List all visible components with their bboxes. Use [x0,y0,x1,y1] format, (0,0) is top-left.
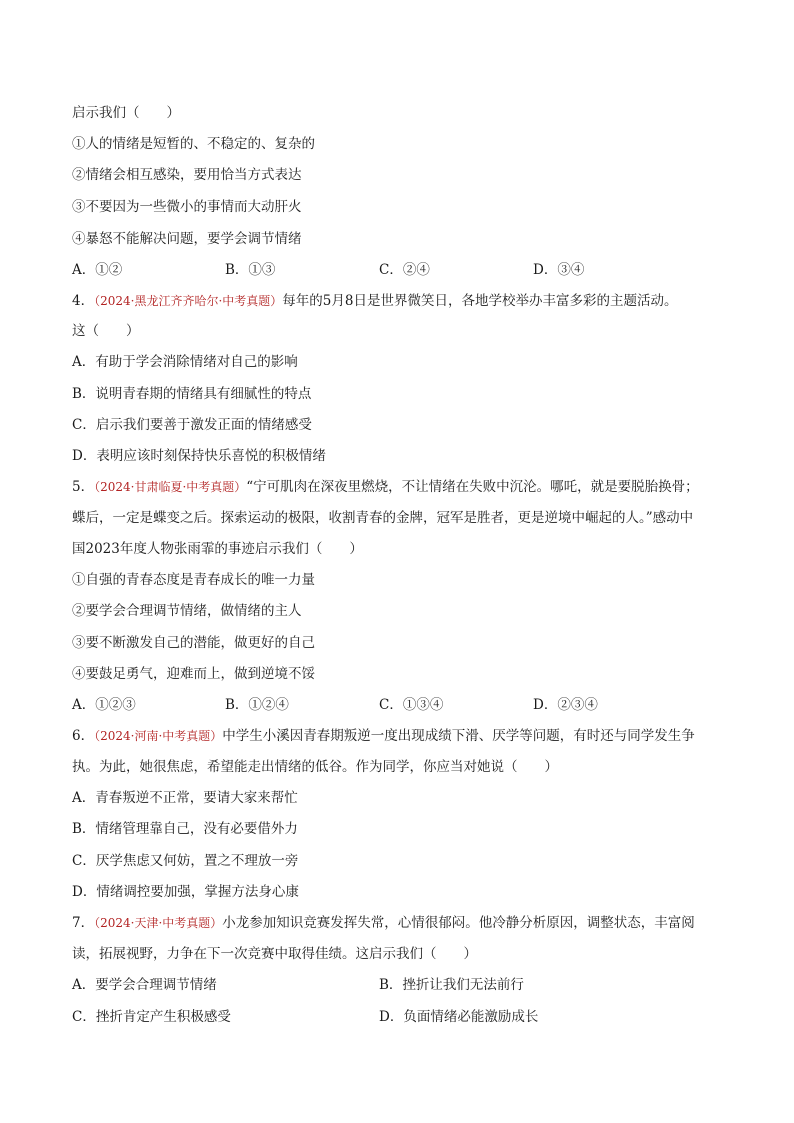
question-6-line-2: 执。为此，她很焦虑，希望能走出情绪的低谷。作为同学，你应当对她说（ ） [72,759,558,775]
prev-question-item-4: ④暴怒不能解决问题，要学会调节情绪 [72,231,302,247]
question-number: 7． [72,915,95,931]
question-source: （2024·黑龙江齐齐哈尔·中考真题） [94,294,283,308]
question-6-option-c: C．厌学焦虑又何妨，置之不理放一旁 [72,853,299,869]
question-5-item-2: ②要学会合理调节情绪，做情绪的主人 [72,603,302,619]
question-number: 6． [72,728,95,744]
option-c: C．挫折肯定产生积极感受 [72,1009,231,1025]
question-4-option-b: B．说明青春期的情绪具有细腻性的特点 [72,386,312,402]
question-5-item-1: ①自强的青春态度是青春成长的唯一力量 [72,572,315,588]
prev-question-item-1: ①人的情绪是短暂的、不稳定的、复杂的 [72,136,315,152]
option-d: D．②③④ [533,697,598,713]
question-6-option-a: A．青春叛逆不正常，要请大家来帮忙 [72,790,298,806]
option-a: A．①② [72,262,123,278]
question-4-line-1 [72,292,736,310]
question-stem: “宁可肌肉在深夜里燃烧，不让情绪在失败中沉沦。哪吒，就是要脱胎换骨； [246,479,699,495]
option-b: B．挫折让我们无法前行 [379,977,524,993]
question-5-line-3: 国2023年度人物张雨霏的事迹启示我们（ ） [72,541,363,557]
option-d: D．③④ [533,262,585,278]
question-4-option-c: C．启示我们要善于激发正面的情绪感受 [72,417,312,433]
question-5-line-1 [72,478,736,496]
question-source: （2024·天津·中考真题） [94,916,223,930]
option-d: D．负面情绪必能激励成长 [379,1009,539,1025]
question-7-line-1 [72,914,736,932]
option-b: B．①③ [225,262,276,278]
question-6-option-d: D．情绪调控要加强，掌握方法身心康 [72,884,299,900]
question-6-option-b: B．情绪管理靠自己，没有必要借外力 [72,821,298,837]
prev-question-item-2: ②情绪会相互感染，要用恰当方式表达 [72,167,302,183]
option-c: C．①③④ [379,697,444,713]
option-a: A．要学会合理调节情绪 [72,977,217,993]
question-7-line-2: 读，拓展视野，力争在下一次竞赛中取得佳绩。这启示我们（ ） [72,946,477,962]
question-stem: 中学生小溪因青春期叛逆一度出现成绩下滑、厌学等问题，有时还与同学发生争 [222,728,695,744]
question-number: 5． [72,479,95,495]
option-b: B．①②④ [225,697,289,713]
question-source: （2024·甘肃临夏·中考真题） [94,480,247,494]
question-4-line-2: 这（ ） [72,323,140,339]
question-5-line-2: 蝶后，一定是蝶变之后。探索运动的极限，收割青春的金牌，冠军是胜者，更是逆境中崛起的人。”感动中 [72,510,694,526]
question-stem: 小龙参加知识竞赛发挥失常，心情很郁闷。他冷静分析原因，调整状态，丰富阅 [222,915,695,931]
question-6-line-1 [72,727,736,745]
question-4-option-a: A．有助于学会消除情绪对自己的影响 [72,354,298,370]
question-4-option-d: D．表明应该时刻保持快乐喜悦的积极情绪 [72,448,326,464]
question-number: 4． [72,293,95,309]
option-c: C．②④ [379,262,430,278]
question-5-item-4: ④要鼓足勇气，迎难而上，做到逆境不馁 [72,666,315,682]
question-5-item-3: ③要不断激发自己的潜能，做更好的自己 [72,635,315,651]
question-source: （2024·河南·中考真题） [94,729,223,743]
option-a: A．①②③ [72,697,136,713]
prev-question-item-3: ③不要因为一些微小的事情而大动肝火 [72,199,302,215]
prev-question-stem-tail: 启示我们（ ） [72,105,180,121]
question-stem: 每年的5月8日是世界微笑日，各地学校举办丰富多彩的主题活动。 [282,293,678,309]
